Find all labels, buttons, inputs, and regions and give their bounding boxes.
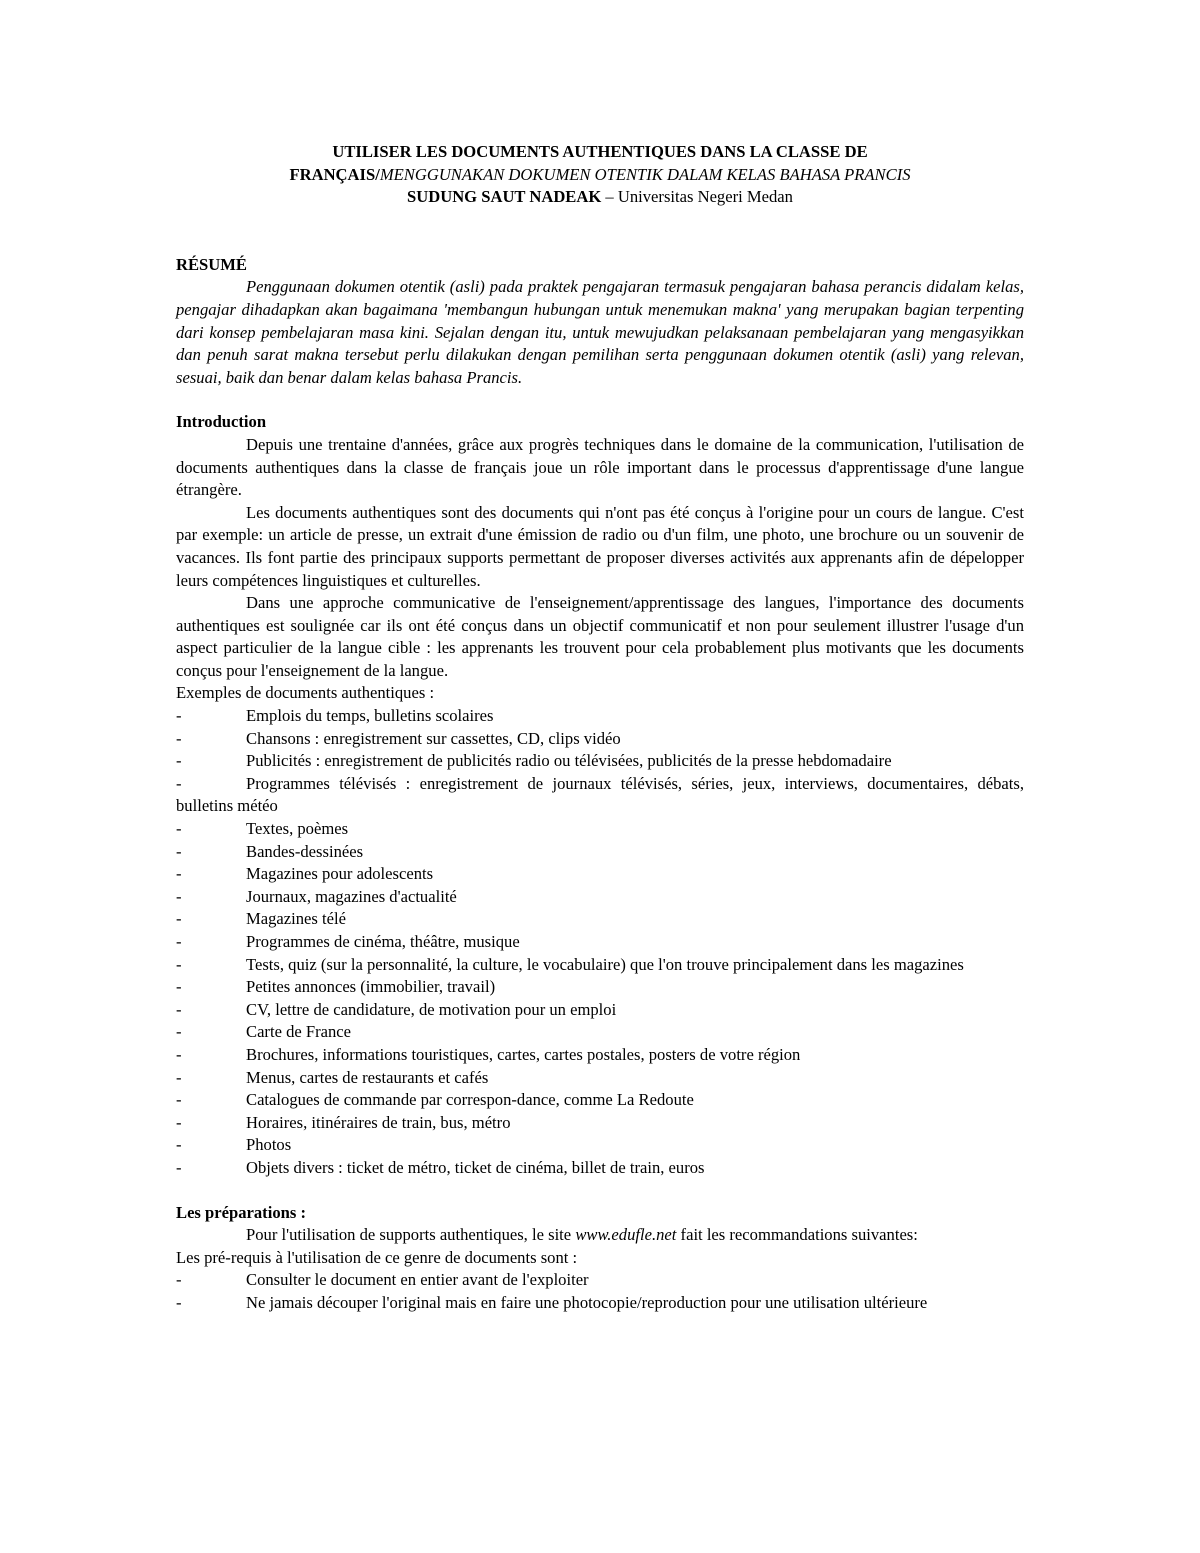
introduction-heading: Introduction <box>176 412 267 432</box>
examples-list <box>176 705 1024 1179</box>
list-item: - Magazines télé <box>176 908 1024 931</box>
list-dash: - <box>176 773 182 793</box>
list-item: - Programmes de cinéma, théâtre, musique <box>176 931 1024 954</box>
list-dash: - <box>176 1292 182 1312</box>
list-item: - Journaux, magazines d'actualité <box>176 886 1024 909</box>
list-dash: - <box>176 706 182 726</box>
list-dash: - <box>176 977 182 997</box>
preparations-heading: Les préparations : <box>176 1202 306 1222</box>
list-item: - Programmes télévisés : enregistrement de journaux télévisés, séries, jeux, interviews, documentaires, débats, bulletins météo <box>176 773 1024 816</box>
list-item: - Publicités : enregistrement de publicités radio ou télévisées, publicités de la presse hebdomadaire <box>176 750 1024 773</box>
title-indonesian-part: MENGGUNAKAN DOKUMEN OTENTIK DALAM KELAS BAHASA PRANCIS <box>379 164 911 184</box>
list-dash: - <box>176 886 182 906</box>
list-item: - Brochures, informations touristiques, cartes, cartes postales, posters de votre région <box>176 1044 1024 1067</box>
list-item: - Horaires, itinéraires de train, bus, métro <box>176 1112 1024 1135</box>
title-french-part: FRANÇAIS/ <box>289 164 380 184</box>
edufle-link[interactable]: www.edufle.net <box>575 1225 677 1245</box>
list-item: - Carte de France <box>176 1021 1024 1044</box>
examples-label: Exemples de documents authentiques : <box>176 683 435 703</box>
list-dash: - <box>176 1022 182 1042</box>
list-item: - Textes, poèmes <box>176 818 1024 841</box>
list-item: - Magazines pour adolescents <box>176 863 1024 886</box>
prerequisites-label: Les pré-requis à l'utilisation de ce genre de documents sont : <box>176 1247 578 1267</box>
list-dash: - <box>176 1090 182 1110</box>
list-item: - Tests, quiz (sur la personnalité, la culture, le vocabulaire) que l'on trouve principalement dans les magazines <box>176 954 1024 977</box>
list-dash: - <box>176 864 182 884</box>
paper-title <box>176 141 1024 209</box>
intro-paragraph-3: Dans une approche communicative de l'enseignement/apprentissage des langues, l'importance des documents authentiques est soulignée car ils ont été conçus dans un objectif communicatif et non pour seulement illustrer l'usage d'un aspect particulier de la langue cible : les apprenants les trouvent pour cela probablement plus motivants que les documents conçus pour l'enseignement de la langue. <box>176 593 1024 680</box>
list-item: - Emplois du temps, bulletins scolaires <box>176 705 1024 728</box>
list-dash: - <box>176 999 182 1019</box>
intro-paragraph-1: Depuis une trentaine d'années, grâce aux progrès techniques dans le domaine de la communication, l'utilisation de documents authentiques dans la classe de français joue un rôle important dans le processus d'apprentissage d'une langue étrangère. <box>176 434 1024 500</box>
list-dash: - <box>176 1157 182 1177</box>
resume-heading: RÉSUMÉ <box>176 254 247 274</box>
author-name: SUDUNG SAUT NADEAK <box>407 187 602 207</box>
list-dash: - <box>176 751 182 771</box>
list-dash: - <box>176 1270 182 1290</box>
list-dash: - <box>176 728 182 748</box>
list-item: - Ne jamais découper l'original mais en faire une photocopie/reproduction pour une utilisation ultérieure <box>176 1292 1024 1315</box>
prerequisites-list <box>176 1269 1024 1314</box>
list-dash: - <box>176 1112 182 1132</box>
preparations-paragraph: Pour l'utilisation de supports authentiques, le site www.edufle.net fait les recommandations suivantes: <box>246 1225 918 1245</box>
list-item: - Chansons : enregistrement sur cassettes, CD, clips vidéo <box>176 728 1024 751</box>
list-dash: - <box>176 954 182 974</box>
list-item: - Petites annonces (immobilier, travail) <box>176 976 1024 999</box>
list-item: - Menus, cartes de restaurants et cafés <box>176 1067 1024 1090</box>
list-dash: - <box>176 1135 182 1155</box>
title-line-1: UTILISER LES DOCUMENTS AUTHENTIQUES DANS LA CLASSE DE <box>332 142 868 161</box>
author-line <box>176 186 1024 209</box>
document-page <box>176 141 1024 1315</box>
list-dash: - <box>176 932 182 951</box>
title-line-2 <box>176 164 1024 187</box>
intro-paragraph-2: Les documents authentiques sont des documents qui n'ont pas été conçus à l'origine pour un cours de langue. C'est par exemple: un article de presse, un extrait d'une émission de radio ou d'un film, une photo, une brochure ou un souvenir de vacances. Ils font partie des principaux supports permettant de proposer diverses activités aux apprenants afin de dépelopper leurs compétences linguistiques et culturelles. <box>176 502 1024 590</box>
list-item: - Catalogues de commande par correspon-dance, comme La Redoute <box>176 1089 1024 1112</box>
list-dash: - <box>176 909 182 929</box>
list-dash: - <box>176 1067 182 1087</box>
list-item: - Photos <box>176 1134 1024 1157</box>
resume-text: Penggunaan dokumen otentik (asli) pada praktek pengajaran termasuk pengajaran bahasa perancis didalam kelas, pengajar dihadapkan akan bagaimana 'membangun hubungan untuk menemukan makna' yang merupakan bagian terpenting dari konsep pembelajaran masa kini. Sejalan dengan itu, untuk mewujudkan pelaksanaan pembelajaran yang mengasyikkan dan penuh sarat makna tersebut perlu dilakukan dengan pemilihan serta penggunaan dokumen otentik (asli) yang relevan, sesuai, baik dan benar dalam kelas bahasa Prancis. <box>176 277 1024 387</box>
list-dash: - <box>176 841 182 861</box>
list-item: - Bandes-dessinées <box>176 841 1024 864</box>
list-item: - CV, lettre de candidature, de motivation pour un emploi <box>176 999 1024 1022</box>
list-item: - Consulter le document en entier avant de l'exploiter <box>176 1269 1024 1292</box>
list-item: - Objets divers : ticket de métro, ticket de cinéma, billet de train, euros <box>176 1157 1024 1180</box>
author-affiliation: – Universitas Negeri Medan <box>601 187 793 207</box>
list-dash: - <box>176 819 182 839</box>
list-dash: - <box>176 1044 182 1064</box>
